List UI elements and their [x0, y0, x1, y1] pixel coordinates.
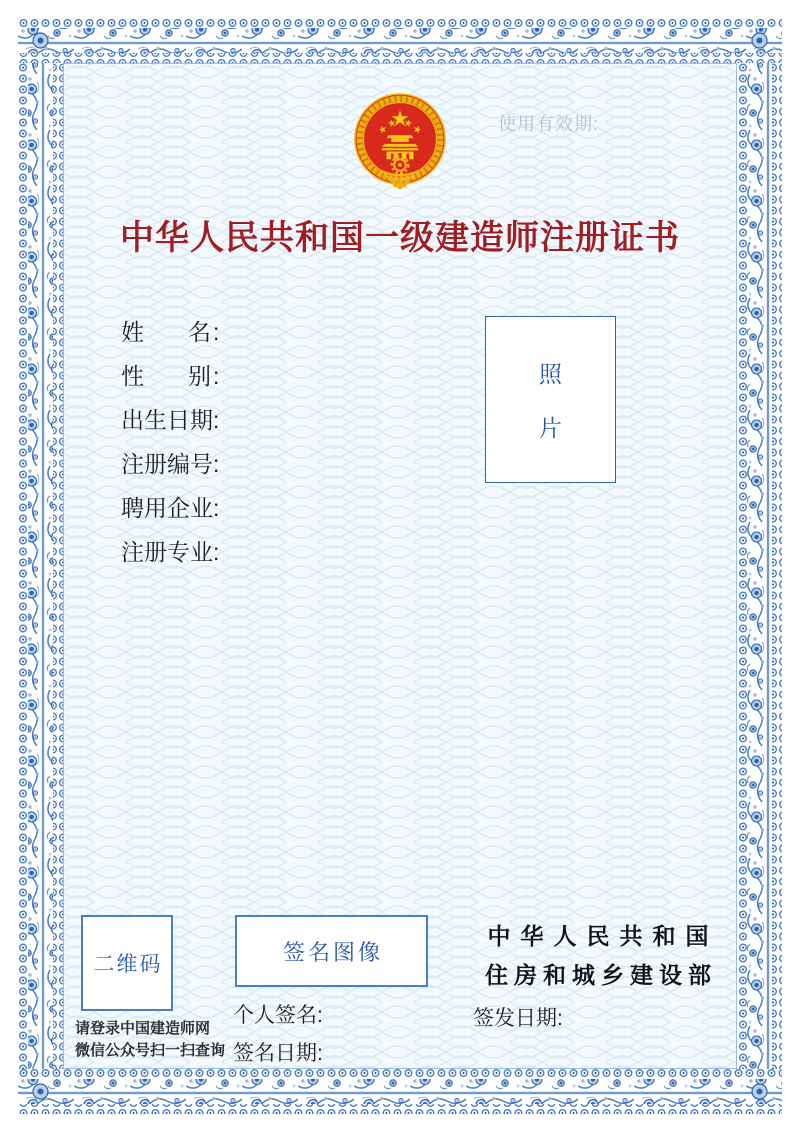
field-name: 姓名:	[121, 319, 220, 345]
validity-period-label: 使用有效期:	[498, 114, 600, 134]
qr-caption-line2: 微信公众号扫一扫查询	[75, 1042, 226, 1059]
photo-label-line2: 片	[539, 415, 562, 441]
personal-signature-label: 个人签名:	[233, 1004, 323, 1027]
qr-code-label: 二维码	[93, 953, 163, 976]
signature-image-placeholder	[235, 915, 428, 987]
qr-caption-line1: 请登录中国建造师网	[75, 1020, 211, 1037]
field-registered-major-label: 注册专业	[121, 539, 213, 565]
field-gender-label: 性别	[121, 363, 211, 389]
field-list	[121, 320, 219, 584]
signature-date-label: 签名日期:	[233, 1042, 323, 1065]
field-birth-date-label: 出生日期	[121, 407, 213, 433]
field-gender: 性别:	[121, 363, 220, 389]
photo-label-line1: 照	[539, 361, 562, 387]
photo-placeholder	[485, 316, 616, 483]
field-registration-number-label: 注册编号	[121, 451, 213, 477]
field-registration-number: 注册编号:	[121, 451, 220, 477]
field-name-label: 姓名	[121, 319, 211, 345]
certificate-title: 中华人民共和国一级建造师注册证书	[120, 219, 680, 257]
issuer-line-1: 中华人民共和国	[487, 923, 719, 949]
issuer-block	[462, 917, 734, 995]
field-birth-date: 出生日期:	[121, 407, 220, 433]
field-employer: 聘用企业:	[121, 495, 220, 521]
issuer-line-2: 住房和城乡建设部	[485, 962, 717, 988]
qr-caption	[75, 1018, 225, 1062]
signature-image-label: 签名图像	[282, 939, 383, 965]
issue-date-label: 签发日期:	[473, 1007, 563, 1030]
china-national-emblem	[352, 91, 448, 191]
field-employer-label: 聘用企业	[121, 495, 213, 521]
field-registered-major: 注册专业:	[121, 539, 220, 565]
qr-code-placeholder	[81, 915, 173, 1011]
